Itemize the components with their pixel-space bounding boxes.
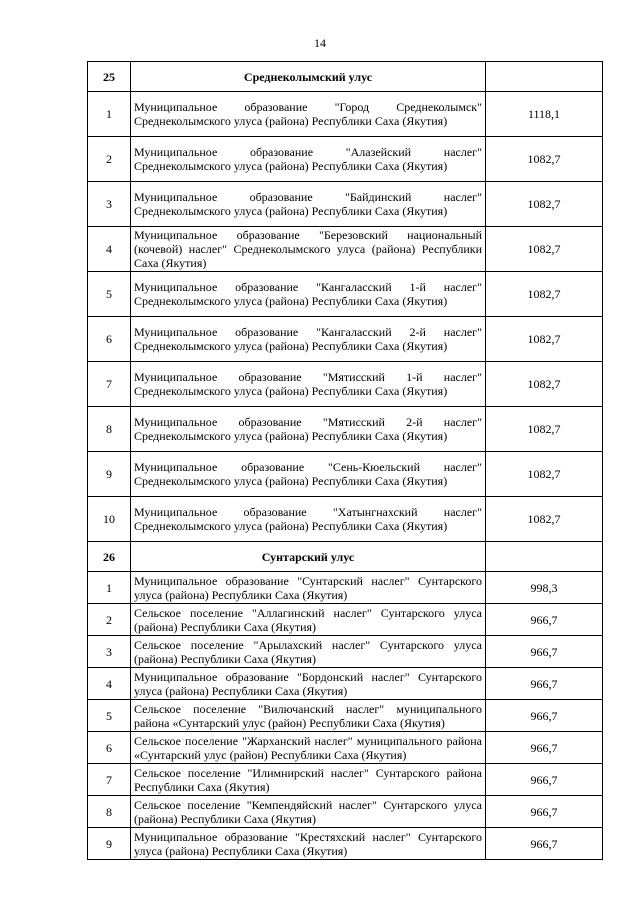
row-value: 966,7: [486, 604, 603, 636]
row-number: 10: [88, 497, 131, 542]
row-value: 1082,7: [486, 497, 603, 542]
page-number: 14: [314, 36, 326, 50]
section-value-cell: [486, 62, 603, 92]
table-row: [88, 572, 603, 604]
row-number: 3: [88, 182, 131, 227]
row-value: 1082,7: [486, 452, 603, 497]
table-row: [88, 92, 603, 137]
section-number: 26: [88, 542, 131, 572]
row-number: 9: [88, 452, 131, 497]
row-name: Сельское поселение "Кемпендяйский наслег" Сунтарского улуса (района) Республики Саха (Якутия): [131, 796, 486, 828]
row-value: 966,7: [486, 732, 603, 764]
table-row: [88, 362, 603, 407]
row-value: 998,3: [486, 572, 603, 604]
row-name: Сельское поселение "Арылахский наслег" Сунтарского улуса (района) Республики Саха (Якутия): [131, 636, 486, 668]
table-row: [88, 732, 603, 764]
section-title: Сунтарский улус: [131, 542, 486, 572]
table-row: [88, 272, 603, 317]
row-name: Сельское поселение "Жарханский наслег" муниципального района «Сунтарский улус (район) Республики Саха (Якутия): [131, 732, 486, 764]
municipal-table: [87, 61, 603, 860]
row-name: Сельское поселение "Илимнирский наслег" Сунтарского района Республики Саха (Якутия): [131, 764, 486, 796]
row-number: 6: [88, 317, 131, 362]
row-number: 5: [88, 272, 131, 317]
row-value: 1082,7: [486, 362, 603, 407]
row-value: 1082,7: [486, 137, 603, 182]
row-value: 1118,1: [486, 92, 603, 137]
table-row: [88, 407, 603, 452]
table-row: [88, 636, 603, 668]
table-row: [88, 497, 603, 542]
section-header-row: [88, 542, 603, 572]
row-name: Муниципальное образование "Кангаласский 1-й наслег" Среднеколымского улуса (района) Республики Саха (Якутия): [131, 272, 486, 317]
table-row: [88, 764, 603, 796]
row-value: 1082,7: [486, 182, 603, 227]
row-value: 966,7: [486, 828, 603, 860]
table-row: [88, 452, 603, 497]
row-name: Муниципальное образование "Сунтарский наслег" Сунтарского улуса (района) Республики Саха (Якутия): [131, 572, 486, 604]
row-number: 7: [88, 764, 131, 796]
row-value: 966,7: [486, 700, 603, 732]
row-name: Муниципальное образование "Алазейский наслег" Среднеколымского улуса (района) Республики Саха (Якутия): [131, 137, 486, 182]
row-number: 4: [88, 668, 131, 700]
row-number: 6: [88, 732, 131, 764]
table-row: [88, 604, 603, 636]
table-row: [88, 182, 603, 227]
table-row: [88, 828, 603, 860]
row-value: 1082,7: [486, 227, 603, 272]
row-number: 8: [88, 407, 131, 452]
row-value: 1082,7: [486, 407, 603, 452]
row-number: 2: [88, 137, 131, 182]
row-value: 1082,7: [486, 317, 603, 362]
row-number: 7: [88, 362, 131, 407]
row-name: Муниципальное образование "Березовский национальный (кочевой) наслег" Среднеколымского улуса (района) Республики Саха (Якутия): [131, 227, 486, 272]
row-name: Муниципальное образование "Бордонский наслег" Сунтарского улуса (района) Республики Саха (Якутия): [131, 668, 486, 700]
row-number: 1: [88, 572, 131, 604]
row-number: 5: [88, 700, 131, 732]
table-row: [88, 668, 603, 700]
row-number: 8: [88, 796, 131, 828]
section-title: Среднеколымский улус: [131, 62, 486, 92]
row-name: Муниципальное образование "Мятисский 2-й наслег" Среднеколымского улуса (района) Республики Саха (Якутия): [131, 407, 486, 452]
section-number: 25: [88, 62, 131, 92]
row-name: Муниципальное образование "Мятисский 1-й наслег" Среднеколымского улуса (района) Республики Саха (Якутия): [131, 362, 486, 407]
row-number: 3: [88, 636, 131, 668]
row-name: Муниципальное образование "Крестяхский наслег" Сунтарского улуса (района) Республики Саха (Якутия): [131, 828, 486, 860]
row-value: 966,7: [486, 796, 603, 828]
row-name: Муниципальное образование "Хатынгнахский наслег" Среднеколымского улуса (района) Республики Саха (Якутия): [131, 497, 486, 542]
row-name: Муниципальное образование "Байдинский наслег" Среднеколымского улуса (района) Республики Саха (Якутия): [131, 182, 486, 227]
table-row: [88, 796, 603, 828]
row-value: 966,7: [486, 636, 603, 668]
table-row: [88, 700, 603, 732]
row-number: 4: [88, 227, 131, 272]
row-value: 966,7: [486, 668, 603, 700]
table-row: [88, 227, 603, 272]
row-name: Сельское поселение "Вилючанский наслег" муниципального района «Сунтарский улус (район) Республики Саха (Якутия): [131, 700, 486, 732]
table-row: [88, 317, 603, 362]
row-name: Муниципальное образование "Город Среднеколымск" Среднеколымского улуса (района) Республики Саха (Якутия): [131, 92, 486, 137]
row-name: Муниципальное образование "Сень-Кюельский наслег" Среднеколымского улуса (района) Республики Саха (Якутия): [131, 452, 486, 497]
row-value: 1082,7: [486, 272, 603, 317]
row-number: 1: [88, 92, 131, 137]
row-name: Муниципальное образование "Кангаласский 2-й наслег" Среднеколымского улуса (района) Республики Саха (Якутия): [131, 317, 486, 362]
section-header-row: [88, 62, 603, 92]
table-row: [88, 137, 603, 182]
row-number: 9: [88, 828, 131, 860]
row-value: 966,7: [486, 764, 603, 796]
row-number: 2: [88, 604, 131, 636]
row-name: Сельское поселение "Аллагинский наслег" Сунтарского улуса (района) Республики Саха (Якутия): [131, 604, 486, 636]
section-value-cell: [486, 542, 603, 572]
